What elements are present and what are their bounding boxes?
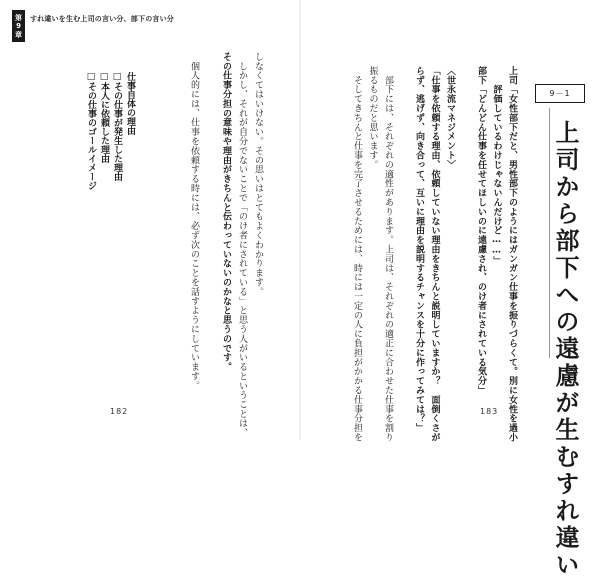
reason-list: [84, 72, 136, 190]
text-column: 振るものだと思います。: [367, 66, 378, 170]
list-item: □その仕事のゴールイメージ: [86, 72, 96, 190]
text-column: 〈世永流マネジメント〉: [445, 66, 455, 170]
text-column: しかし、それが自分でないことで「のけ者にされている」と思う人がいるということは、: [237, 52, 247, 438]
text-column: 部下「どんどん仕事を任せてほしいのに遠慮され、のけ者にされている気分」: [476, 66, 486, 395]
list-item: 仕事自体の理由: [125, 72, 135, 135]
text-column: しなくてはいけない。その思いはとてもよくわかります。: [253, 52, 263, 297]
text-column: 「仕事を依頼する理由、依頼していない理由をきちんと説明していますか？ 面倒くさが: [429, 66, 440, 442]
list-item: □本人に依頼した理由: [99, 72, 109, 163]
text-column: 上司「女性部下だと、男性部下のようにはガンガン仕事を振りづらくて。別に女性を過小: [507, 66, 517, 442]
left-page-number: 182: [110, 407, 129, 416]
text-column: らず、逃げず、向き合って、互いに理由を説明するチャンスを十分に作ってみては？」: [414, 66, 424, 433]
page-gutter: [299, 0, 301, 440]
text-column: そしてきちんと仕事を完了させるためには、時には一定の人に負担がかかる仕事分担を: [352, 66, 362, 442]
chapter-tab: 第9章: [12, 10, 25, 42]
text-column: 部下には、それぞれの適性があります。上司は、それぞれの適正に合わせた仕事を割り: [383, 66, 393, 442]
list-item: □その仕事が発生した理由: [112, 72, 122, 181]
section-number-badge: 9－1: [535, 84, 585, 103]
running-head: すれ違いを生む上司の言い分、部下の言い分: [30, 15, 174, 23]
text-column: その仕事分担の意味や理由がきちんと伝わっていないのかなと思うのです。: [221, 52, 231, 372]
text-column: 評価しているわけじゃないんだけど……」: [491, 66, 502, 266]
right-page-number: 183: [480, 407, 499, 416]
text-column: 個人的には、仕事を依頼する時には、必ず次のことを話すようにしています。: [189, 52, 199, 391]
section-title: 上司から部下への遠慮が生むすれ違い: [551, 120, 579, 579]
